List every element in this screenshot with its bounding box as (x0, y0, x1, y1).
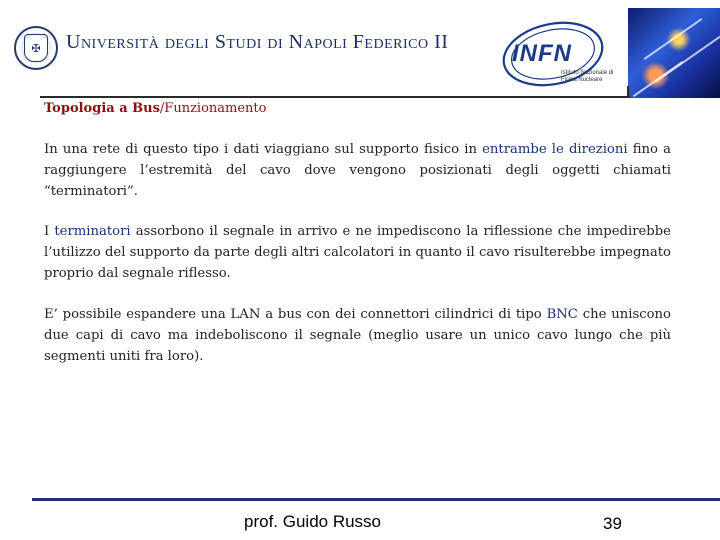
seal-shield: ✠ (24, 34, 48, 62)
slide-title-subtopic: /Funzionamento (159, 101, 267, 116)
university-name: Università degli Studi di Napoli Federico II (66, 31, 449, 53)
paragraph-text: E’ possibile espandere una LAN a bus con dei connettori cilindrici di tipo (44, 307, 547, 322)
paragraph-text: assorbono il segnale in arrivo e ne impediscono la riflessione che impedirebbe l’utilizzo del supporto da parte degli altri calcolatori in quanto il cavo risulterebbe impegnato proprio dal segnale riflesso. (44, 224, 671, 281)
paragraph-text: In una rete di questo tipo i dati viaggiano sul supporto fisico in (44, 142, 483, 157)
paragraph-bnc (44, 304, 671, 367)
slide-title-topic: Topologia a Bus (44, 101, 160, 116)
university-seal-icon (14, 26, 58, 70)
paragraph-terminators (44, 221, 671, 284)
paragraph-direction (44, 139, 671, 202)
paragraph-text: I (44, 224, 55, 239)
footer-divider (32, 498, 720, 501)
header-divider-tick (627, 86, 629, 98)
decorative-fiber-image (628, 8, 720, 98)
infn-logo (498, 14, 628, 96)
infn-logo-subtitle: Istituto Nazionale di Fisica Nucleare (561, 70, 614, 83)
highlight-term: BNC (546, 307, 578, 322)
slide-title (44, 101, 266, 116)
page-number: 39 (603, 514, 622, 533)
footer-author: prof. Guido Russo (244, 512, 382, 531)
highlight-term: terminatori (54, 224, 131, 239)
header-divider (40, 96, 630, 98)
infn-logo-text: INFN (512, 40, 572, 67)
paragraph-text: fino a raggiungere l’estremità del cavo dove vengono posizionati degli oggetti chiamati “terminatori”. (44, 142, 671, 199)
paragraph-text: che uniscono due capi di cavo ma indeboliscono il segnale (meglio usare un unico cavo lungo che più segmenti uniti fra loro). (44, 307, 671, 364)
highlight-term: entrambe le direzioni (482, 142, 628, 157)
